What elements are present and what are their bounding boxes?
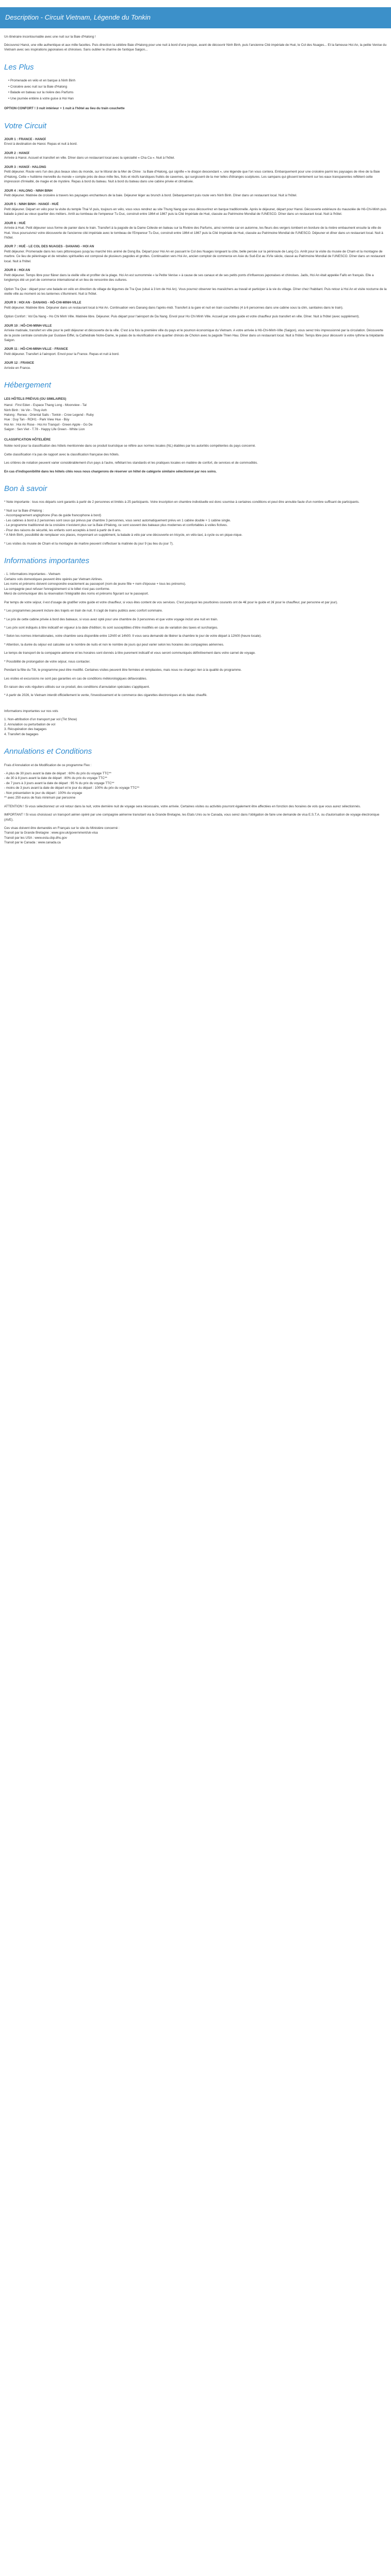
intro-line-2: Découvrez Hanoi, une ville authentique et aux mille facettes. Puis direction la célèbre Baie d'Halong pour une nuit à bord d'une jonque, avant de découvrir Ninh Binh, puis l'ancienne Cité impériale de Hué, le Col des Nuages... Et la fameuse Hoi An, la petite Venise du Vietnam avec ses inspirations japonaises et chinoises. Sans oublier le charme de l'antique Saigon...: [4, 43, 387, 52]
annul-item: - A plus de 30 jours avant la date de départ : 60% du prix du voyage TTC**: [4, 772, 111, 775]
bon-item: * Note importante : tous nos départs sont garantis à partir de 2 personnes et limités à 25 participants. Votre inscription en chambre individuelle est donc soumise à certaines conditions et peut être annulée faute d'un nombre suffisant de participants.: [4, 500, 360, 504]
day-item: [4, 361, 387, 370]
day-text: Arrivée matinale, transfert en ville pour le petit déjeuner et découverte de la ville. C'est à la fois la première ville du pays et le poumon économique du Vietnam. A votre arrivée à Hô-Chi-Minh-Ville (Saigon), vous serez très impressionné par la circulation. Découverte de la poste centrale construite par Gustave Eiffel, la Cathédrale Notre-Dame, le palais de la réunification et le quartier chinois de Cholon avec la pagode Thien Hau. Dîner dans un restaurant local. Nuit à l'hôtel. Temps libre pour découvrir à votre rythme la trépidante Saigon.: [4, 329, 384, 342]
plus-item: • Une journée entière à votre guise à Hoi Han: [8, 96, 74, 100]
intro-line-1: Un itinéraire incontournable avec une nuit sur la Baie d'Halong !: [4, 35, 96, 39]
hotel-line: Hoi An : Hoi An Rose - Hoi An Tranquil - Green Apple - Go De: [4, 422, 93, 427]
bon-item: * Nuit sur la Baie d'Halong :: [4, 509, 44, 513]
info-item: * Attention, la durée du séjour est calculée sur le nombre de nuits et non le nombre de jours qui peut varier selon les horaires des compagnies aériennes.: [4, 642, 224, 647]
banner-title: Description - Circuit Vietnam, Légende du Tonkin: [5, 13, 151, 21]
hotel-line: Hanoi : First Eden - Espace Thang Long - Moonview - Tal: [4, 403, 87, 408]
day-text: Petit déjeuner. Route vers l'un des plus beaux sites du monde, sur le littoral de la Mer de Chine : la Baie d'Halong, qui signifie « le dragon descendant », une légende que l'on vous contera. Embarquement pour une croisière parmi les paysages de rêve de la Baie d'Halong. Cette « huitième merveille du monde » compte près de deux mille îles, îlots et récifs karstiques fruités de cavernes, qui surgissent de la mer telles d'étranges sculptures. Les sampans qui glissent lentement sur les eaux transparentes reflètent cette impression d'irréalité, de magie et de mystère. Repas à bord du bateau. Nuit à bord du bateau dans une cabine privée et climatisée.: [4, 170, 380, 184]
day-text: Petit déjeuner. Départ en vélo pour la visite du temple Thai Vi puis, toujours en vélo, vous vous rendrez au site Thung Nang que vous découvrirez en barque traditionnelle. Après le déjeuner, départ pour Hanoi. Découverte extérieure du mausolée de Hô-Chi-Minh puis balade à pied au vieux quartier des métiers. Arrêt au tombeau de l'empereur Tu Duc, construit entre 1864 et 1867 puis la Cité Impériale de Hué, classée au Patrimoine Mondial de l'UNESCO. Dîner dans un restaurant local. Nuit à l'hôtel.: [4, 207, 387, 216]
day-item: [4, 287, 387, 297]
info-item: * Les prix sont indiqués à titre indicatif en vigueur à la date d'édition; ils sont susceptibles d'être modifiés en cas de variation des taxes et surcharges.: [4, 625, 218, 630]
annul-item: ATTENTION ! Si vous sélectionnez un vol retour dans la nuit, votre dernière nuit de voyage sera nécessaire, votre arrivée. Certaines visites ou activités pourront également être affectées en fonction des horaires de vols que vous aurez sélectionnés.: [4, 804, 361, 808]
plus-item: • Croisière avec nuit sur la Baie d'Halong: [8, 84, 68, 89]
annul-item: ** avec 250 euros de frais minimum par personne: [4, 796, 76, 800]
annul-item: Ces visas doivent être demandés en Français sur le site du Ministère concerné :: [4, 826, 120, 830]
section-title-infos: Informations importantes: [4, 556, 90, 565]
info-item: Certains vols domestiques peuvent être opérés par Vietnam Airlines.: [4, 577, 103, 581]
annul-item: Frais d'Annulation et de Modification de ce programme Flex :: [4, 763, 92, 767]
info-item: La compagnie peut refuser l'enregistrement si le billet n'est pas conforme.: [4, 587, 110, 591]
option-confort-note: OPTION CONFORT ! 3 nuit intérieur + 1 nuit à l'hôtel au lieu du train couchette: [4, 107, 125, 111]
info-item: Pendant la fête du Têt, le programme peut être modifié. Certaines visites peuvent être fermées et remplacées, mais nous ne changez rien à la qualité du programme.: [4, 668, 242, 672]
day-item: [4, 202, 387, 216]
classification-text: Les critères de notation peuvent varier considérablement d'un pays à l'autre, reflétant les standards et les pratiques locales en matière de confort, de services et de commodités.: [4, 461, 258, 465]
day-text: Option Tra Que : départ pour une balade en vélo en direction du village de légumes de Tra Que (situé à 3 km de Hoi An). Vous pourrez observer les maraîchers au travail et participer à la vie du village. Dîner chez l'habitant. Puis retour à Hoi An et visite nocturne de la vieille ville au moment où les lanternes s'illuminent. Nuit à l'hôtel.: [4, 287, 387, 296]
day-item: [4, 244, 387, 264]
info-item: 1. Non-attribution d'un transport par vol (Tkt Show): [4, 718, 77, 722]
annul-item: Transit par le Canada : www.canada.ca: [4, 841, 61, 845]
day-item: [4, 268, 387, 282]
info-item: Les visites et excursions ne sont pas garanties en cas de conditions météorologiques défavorables.: [4, 676, 148, 681]
section-title-circuit: Votre Circuit: [4, 121, 46, 130]
day-text: Petit déjeuner. Matinée de croisière à travers les paysages enchanteurs de la baie. Déjeuner léger au brunch à bord. Débarquement puis route vers Ninh Binh. Dîner dans un restaurant local. Nuit à l'hôtel.: [4, 193, 297, 197]
classification-text: Cette classification n'a pas de rapport avec la classification française des hôtels.: [4, 452, 120, 456]
section-title-plus: Les Plus: [4, 62, 34, 72]
plus-item: • Promenade en vélo et en barque à Ninh Binh: [8, 79, 75, 83]
info-item: Par temps de votre séjour, il est d'usage de gratifier votre guide et votre chauffeur, si vous êtes content de vos services. C'est pourquoi les pourboires courants ont de 4€ pour le guide et 2€ pour le chauffeur, par personne et par jour).: [4, 600, 338, 604]
day-heading: JOUR 11 : HÔ-CHI-MINH-VILLE - FRANCE: [4, 347, 68, 351]
info-item: 3. Récupération des bagages: [4, 727, 47, 732]
day-item: [4, 300, 387, 310]
day-text: Petit déjeuner. Temps libre pour flâner dans la vieille ville et profiter de la plage. Hoi An est surnommée « la Petite Venise » à cause de ses canaux et de ses petits ponts d'influences japonaises et chinoises. Jadis, Hoi An était appelée Faifo en français. Elle a longtemps été un port de commerce international et un lieu de rencontre des cultures.: [4, 273, 374, 282]
info-item: - 1. Informations importantes - Vietnam: [4, 572, 60, 577]
hotel-warning: En cas d'indisponibilité dans les hôtels cités nous nous chargerons de réserver un hôtel de catégorie similaire sélectionné par nos soins.: [4, 469, 217, 473]
day-item: [4, 151, 387, 161]
day-heading: JOUR 12 : FRANCE: [4, 361, 35, 365]
day-text: Envol à destination de Hanoi. Repas et nuit à bord.: [4, 142, 78, 146]
info-item: 2. Annulation ou perturbation de vol: [4, 722, 56, 726]
info-item: En raison des vols réguliers utilisés sur ce produit, des conditions d'annulation spéciales s'appliquent.: [4, 685, 150, 689]
content: [0, 35, 391, 845]
info-item: 4. Transfert de bagages: [4, 732, 39, 736]
day-item: [4, 324, 387, 343]
section-title-hebergement: Hébergement: [4, 381, 51, 390]
day-text: Petit déjeuner. Promenade dans les rues pittoresques jusqu'au marché très animé de Dong Ba. Départ pour Hoi An en passant le Col des Nuages longeant la côte, belle percée sur la péninsule de Lang Co. Arrêt pour la visite du musée de Cham et la montagne de marbre. Ce lieu de pèlerinage et de retraites spirituelles est composé de plusieurs pagodes et grottes. Continuation vers Hoi An, ancien comptoir de commerce en Asie du Sud-Est au XVIe siècle, classé au Patrimoine Mondial de l'UNESCO. Dîner dans un restaurant local. Nuit à l'hôtel.: [4, 249, 385, 263]
info-item: * Le prix de cette cabine privée à bord des bateaux, si vous avez opté pour une chambre de 3 personnes et que votre voyage inclut une nuit en train.: [4, 617, 218, 621]
day-heading: JOUR 7 : HUÉ - LE COL DES NUAGES - DANANG - HOI AN: [4, 245, 94, 249]
annul-item: - de 7 jours à 3 jours avant la date de départ : 95 % du prix du voyage TTC**: [4, 781, 115, 785]
day-text: Arrivée à Hanoi. Accueil et transfert en ville. Dîner dans un restaurant local avec la spécialité « Cha Ca ». Nuit à l'hôtel.: [4, 156, 175, 160]
day-text: Petit déjeuner. Transfert à l'aéroport. Envol pour la France. Repas et nuit à bord.: [4, 352, 120, 356]
annul-item: Transit par la Grande Bretagne : www.gov.uk/government/uk-visa: [4, 831, 98, 835]
classification-title: CLASSIFICATION HÔTELIÈRE: [4, 437, 51, 442]
day-heading: JOUR 4 : HALONG - NINH BINH: [4, 189, 53, 193]
bon-item: * A Ninh Binh, possibilité de remplacer vos places, moyennant un supplément, la balade à vélo par une découverte en tricycle, en vélo-taxi, à cycle ou en pique-nique.: [4, 533, 243, 537]
bon-item: - Le programme traditionnel de la croisière n'existent plus sur la Baie d'Halong, ce sont souvent des bateaux plus modernes et confortables à voiles fictives.: [4, 523, 228, 528]
section-title-annulations: Annulations et Conditions: [4, 747, 92, 756]
day-text: Option Confort : Vol Da Nang - Ho Chi Minh Ville. Matinée libre. Déjeuner. Puis départ pour l'aéroport de Da Nang. Envol pour Ho Chi Minh Ville. Accueil par votre guide et votre chauffeur puis transfert en ville. Dîner. Nuit à l'hôtel (avec supplément).: [4, 315, 360, 319]
annul-item: IMPORTANT ! Si vous choisissez un transport aérien opéré par une compagnie aérienne transitant via la Grande Bretagne, les Etats Unis ou le Canada, vous serez dans l'obligation de faire une demande de visa E.S.T.A. ou d'autorisation de voyage électronique (AVE).: [4, 813, 380, 822]
info-item: * A partir de 2026, le Vietnam interdit officiellement le vente, l'investissement et le commerce des cigarettes électroniques et du tabac chauffé.: [4, 693, 207, 698]
bon-item: * Les visites du musée de Cham et la montagne de marbre peuvent s'effectuer la matinée du jour 9 (au lieu du jour 7).: [4, 541, 174, 546]
day-heading: JOUR 10 : HÔ-CHI-MINH-VILLE: [4, 324, 52, 328]
annul-item: - moins de 3 jours avant la date de départ et le jour du départ : 100% du prix du voyage TTC**: [4, 786, 140, 790]
info-item: Les noms et prénoms doivent correspondre exactement au passeport (nom de jeune fille + nom d'épouse + tous les prénoms).: [4, 582, 186, 586]
day-heading: JOUR 5 : NINH BINH - HANOÏ - HUÉ: [4, 202, 59, 207]
annul-item: - Non présentation le jour du départ : 100% du voyage: [4, 791, 83, 795]
info-item: * Les programmes peuvent inclure des trajets en train de nuit. Il s'agit de trains publics avec confort sommaire.: [4, 609, 163, 613]
day-item: [4, 221, 387, 241]
day-item: [4, 137, 387, 147]
bon-item: - Accompagnement anglophone (Pas de guide francophone à bord): [4, 514, 101, 518]
day-item: [4, 165, 387, 184]
hotel-line: Ninh Binh : Ve Vin - Thuy Anh: [4, 408, 47, 412]
hotel-line: Hue : Duy Tan - ROH1 - Park View Hue - Bùy: [4, 418, 70, 422]
day-text: Arrivée en France.: [4, 366, 31, 370]
section-title-bon-a-savoir: Bon à savoir: [4, 484, 47, 493]
page-banner: [0, 7, 391, 28]
info-item: * Selon les normes internationales, votre chambre sera disponible entre 12h00 et 14h00. Il vous sera demandé de libérer la chambre le jour de votre départ à 12h00 (heure locale).: [4, 634, 262, 638]
info-item: * Possibilité de prolongation de votre séjour, nous contacter.: [4, 659, 90, 664]
day-heading: JOUR 3 : HANOÏ - HALONG: [4, 165, 46, 169]
info-item: Le temps de transport de la compagnie aérienne et les horaires sont donnés à titre purement indicatif et vous seront communiqués définitivement dans votre carnet de voyage.: [4, 651, 256, 655]
day-item: [4, 189, 387, 198]
day-item: [4, 347, 387, 357]
day-heading: JOUR 8 : HOI AN: [4, 268, 30, 273]
annul-item: Transit par les USA : www.esta.cbp.dhs.gov: [4, 836, 67, 840]
annul-item: - de 30 à 8 jours avant la date de départ : 80% du prix du voyage TTC**: [4, 776, 107, 781]
bon-item: - Les cabines à bord à 2 personnes sont ceux qui prévus par chambre 3 personnes, vous serez automatiquement prévu en 1 cabine double + 1 cabine single.: [4, 518, 231, 522]
hotels-subtitle: LES HÔTELS PRÉVUS (OU SIMILAIRES): [4, 397, 67, 401]
day-list: [4, 137, 387, 370]
day-heading: JOUR 9 : HOI AN - DANANG - HÔ-CHI-MINH-VILLE: [4, 301, 82, 305]
bon-item: - Pour des raisons de sécurité, les enfants sont acceptés à bord à partir de 8 ans.: [4, 528, 121, 532]
day-heading: JOUR 2 : HANOÏ: [4, 151, 29, 155]
hotel-line: Saigon : Sen Viet - T.78 - Happy Life Green - White Lion: [4, 428, 85, 432]
info-item: Informations importantes sur nos vols: [4, 709, 58, 713]
day-heading: JOUR 1 : FRANCE - HANOÏ: [4, 138, 46, 141]
info-item: Merci de communiquer dès la réservation l'intégralité des noms et prénoms figurant sur le passeport.: [4, 592, 149, 596]
classification-text: Notée nord pour la classification des hôtels mentionnée dans ce produit touristique se réfère aux normes locales (NL) établies par les autorités compétentes du pays concerné.: [4, 444, 256, 448]
day-heading: JOUR 6 : HUÉ: [4, 221, 26, 225]
hotel-line: Halong : Renea - Oriental Sails - Tonkin - Crow Legend - Ruby: [4, 413, 94, 417]
plus-item: • Balade en bateau sur la rivière des Parfums: [8, 91, 74, 95]
day-text: Petit déjeuner. Matinée libre. Déjeuner dans un restaurant local à Hoi An. Continuation vers Danang dans l'après-midi. Transfert à la gare et nuit en train couchettes (4 à 6 personnes dans une cabine sous la clim, sanitaires dans le train).: [4, 306, 344, 310]
day-text: Arrivée à Hué. Petit déjeuner sous forme de panier dans le train. Transfert à la pagode de la Dame Céleste en bateau sur la Rivière des Parfums, ainsi nommée car en automne, les fleurs des vergers tombent en bordure de la rivière embaument ensuite la ville de Hué. Vous poursuivrez votre découverte de l'ancienne cité impériale avec le tombeau de l'Empereur Tu Duc, construit entre 1864 et 1867 puis la Cité Impériale de Hué, classée au Patrimoine Mondial de l'UNESCO. Déjeuner et dîner dans un restaurant local. Nuit à l'hôtel.: [4, 226, 383, 240]
day-item: [4, 314, 387, 319]
